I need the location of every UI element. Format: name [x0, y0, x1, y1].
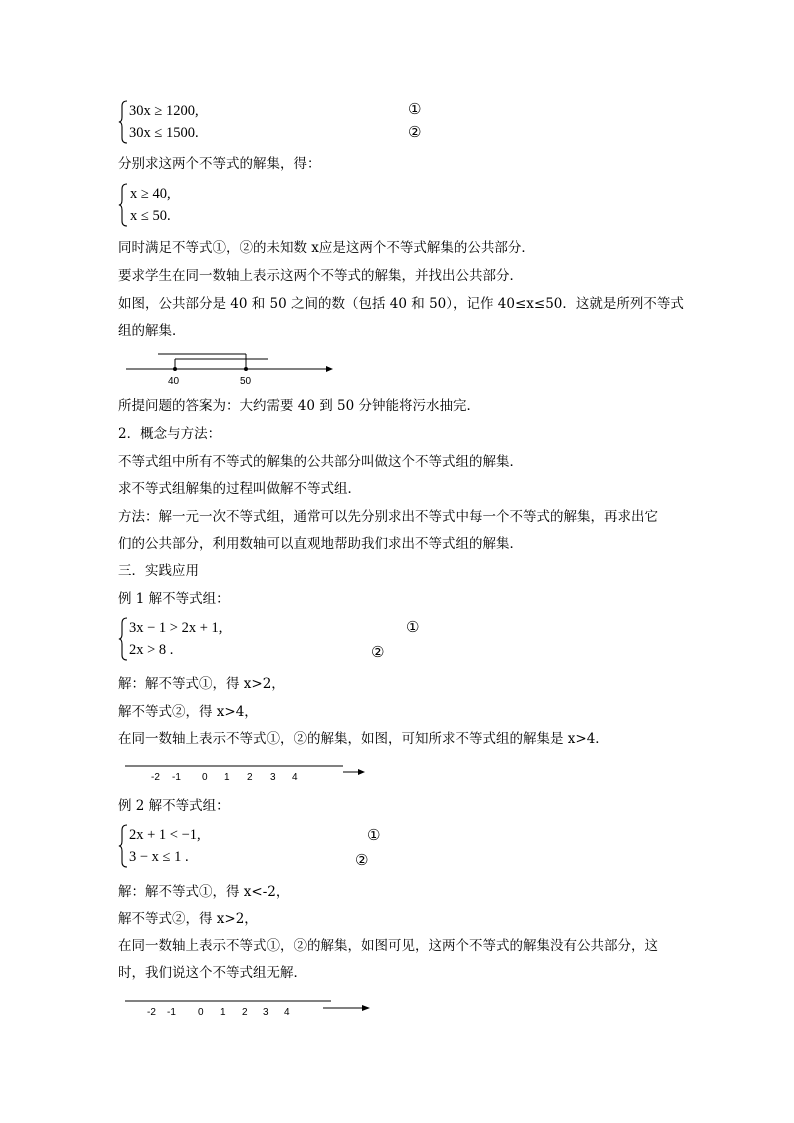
number-line-1 — [118, 348, 338, 388]
text-figure-line-1: 如图，公共部分是 40 和 50 之间的数（包括 40 和 50），记作 40≤x≤50．这就是所列不等式 — [118, 296, 684, 312]
system-1-eq-2: 30x ≤ 1500. — [129, 125, 199, 141]
tick-label: 2 — [247, 772, 253, 783]
tick-label: -2 — [151, 772, 160, 783]
solid-point — [244, 367, 248, 371]
heading-practice: 三．实践应用 — [118, 563, 199, 579]
text-ask-students: 要求学生在同一数轴上表示这两个不等式的解集，并找出公共部分． — [118, 268, 523, 284]
text-method-line-2: 们的公共部分，利用数轴可以直观地帮助我们求出不等式组的解集． — [118, 536, 523, 552]
left-brace-icon — [118, 617, 128, 661]
number-line-2 — [118, 758, 378, 788]
tick-label: 0 — [198, 1007, 204, 1018]
tick-label: 0 — [202, 772, 208, 783]
example-1-eq-1: 3x − 1 > 2x + 1, — [129, 620, 223, 636]
left-brace-icon — [118, 100, 128, 144]
example-1-solution-1: 解：解不等式①，得 x>2， — [118, 676, 285, 692]
inequality-system-1 — [118, 100, 438, 144]
text-answer: 所提问题的答案为：大约需要 40 到 50 分钟能将污水抽完． — [118, 398, 481, 414]
example-2-solution-3-line-1: 在同一数轴上表示不等式①，②的解集，如图可见，这两个不等式的解集没有公共部分，这 — [118, 938, 658, 954]
text-separately: 分别求这两个不等式的解集，得： — [118, 156, 321, 172]
example-2-title: 例 2 解不等式组： — [118, 798, 230, 814]
heading-concept-method: 2．概念与方法： — [118, 426, 222, 442]
circled-two-mark: ② — [408, 123, 422, 141]
circled-one-mark: ① — [367, 826, 381, 844]
example-2-system — [118, 824, 398, 870]
circled-one-mark: ① — [408, 100, 422, 118]
circled-one-mark: ① — [406, 618, 420, 636]
tick-label-50: 50 — [240, 376, 252, 387]
system-1-eq-1: 30x ≥ 1200, — [129, 103, 199, 119]
left-brace-icon — [118, 183, 128, 227]
system-2-eq-2: x ≤ 50. — [130, 208, 171, 224]
tick-label: -1 — [172, 772, 181, 783]
text-common-part: 同时满足不等式①，②的未知数 x应是这两个不等式解集的公共部分． — [118, 240, 535, 256]
arrow-head-icon — [326, 366, 333, 372]
text-figure-line-2: 组的解集． — [118, 323, 186, 339]
example-1-system — [118, 617, 428, 663]
example-2-solution-2: 解不等式②，得 x>2， — [118, 911, 258, 927]
example-1-solution-2: 解不等式②，得 x>4， — [118, 704, 258, 720]
example-2-eq-2: 3 − x ≤ 1 . — [129, 849, 189, 865]
circled-two-mark: ② — [355, 851, 369, 869]
number-line-3 — [118, 994, 378, 1024]
text-def-solving: 求不等式组解集的过程叫做解不等式组． — [118, 481, 361, 497]
example-1-title: 例 1 解不等式组： — [118, 591, 230, 607]
tick-label: 3 — [263, 1007, 269, 1018]
example-2-eq-1: 2x + 1 < −1, — [129, 827, 201, 843]
solid-point — [173, 367, 177, 371]
system-2-eq-1: x ≥ 40, — [130, 186, 171, 202]
circled-two-mark: ② — [371, 643, 385, 661]
inequality-system-2 — [118, 183, 238, 227]
tick-label: 3 — [270, 772, 276, 783]
example-2-solution-3-line-2: 时，我们说这个不等式组无解． — [118, 965, 307, 981]
tick-label: 1 — [224, 772, 230, 783]
tick-label: -2 — [147, 1007, 156, 1018]
tick-label: 2 — [242, 1007, 248, 1018]
text-def-solution-set: 不等式组中所有不等式的解集的公共部分叫做这个不等式组的解集． — [118, 454, 523, 470]
left-brace-icon — [118, 824, 128, 868]
arrow-head-icon — [358, 769, 365, 775]
text-method-line-1: 方法：解一元一次不等式组，通常可以先分别求出不等式中每一个不等式的解集，再求出它 — [118, 509, 658, 525]
tick-label: 4 — [292, 772, 298, 783]
tick-label: -1 — [167, 1007, 176, 1018]
tick-label: 1 — [220, 1007, 226, 1018]
arrow-head-icon — [362, 1005, 370, 1011]
tick-label-40: 40 — [168, 376, 180, 387]
example-1-eq-2: 2x > 8 . — [129, 642, 174, 658]
example-1-solution-3: 在同一数轴上表示不等式①，②的解集，如图，可知所求不等式组的解集是 x>4． — [118, 731, 609, 747]
tick-label: 4 — [284, 1007, 290, 1018]
example-2-solution-1: 解：解不等式①，得 x<-2， — [118, 884, 290, 900]
